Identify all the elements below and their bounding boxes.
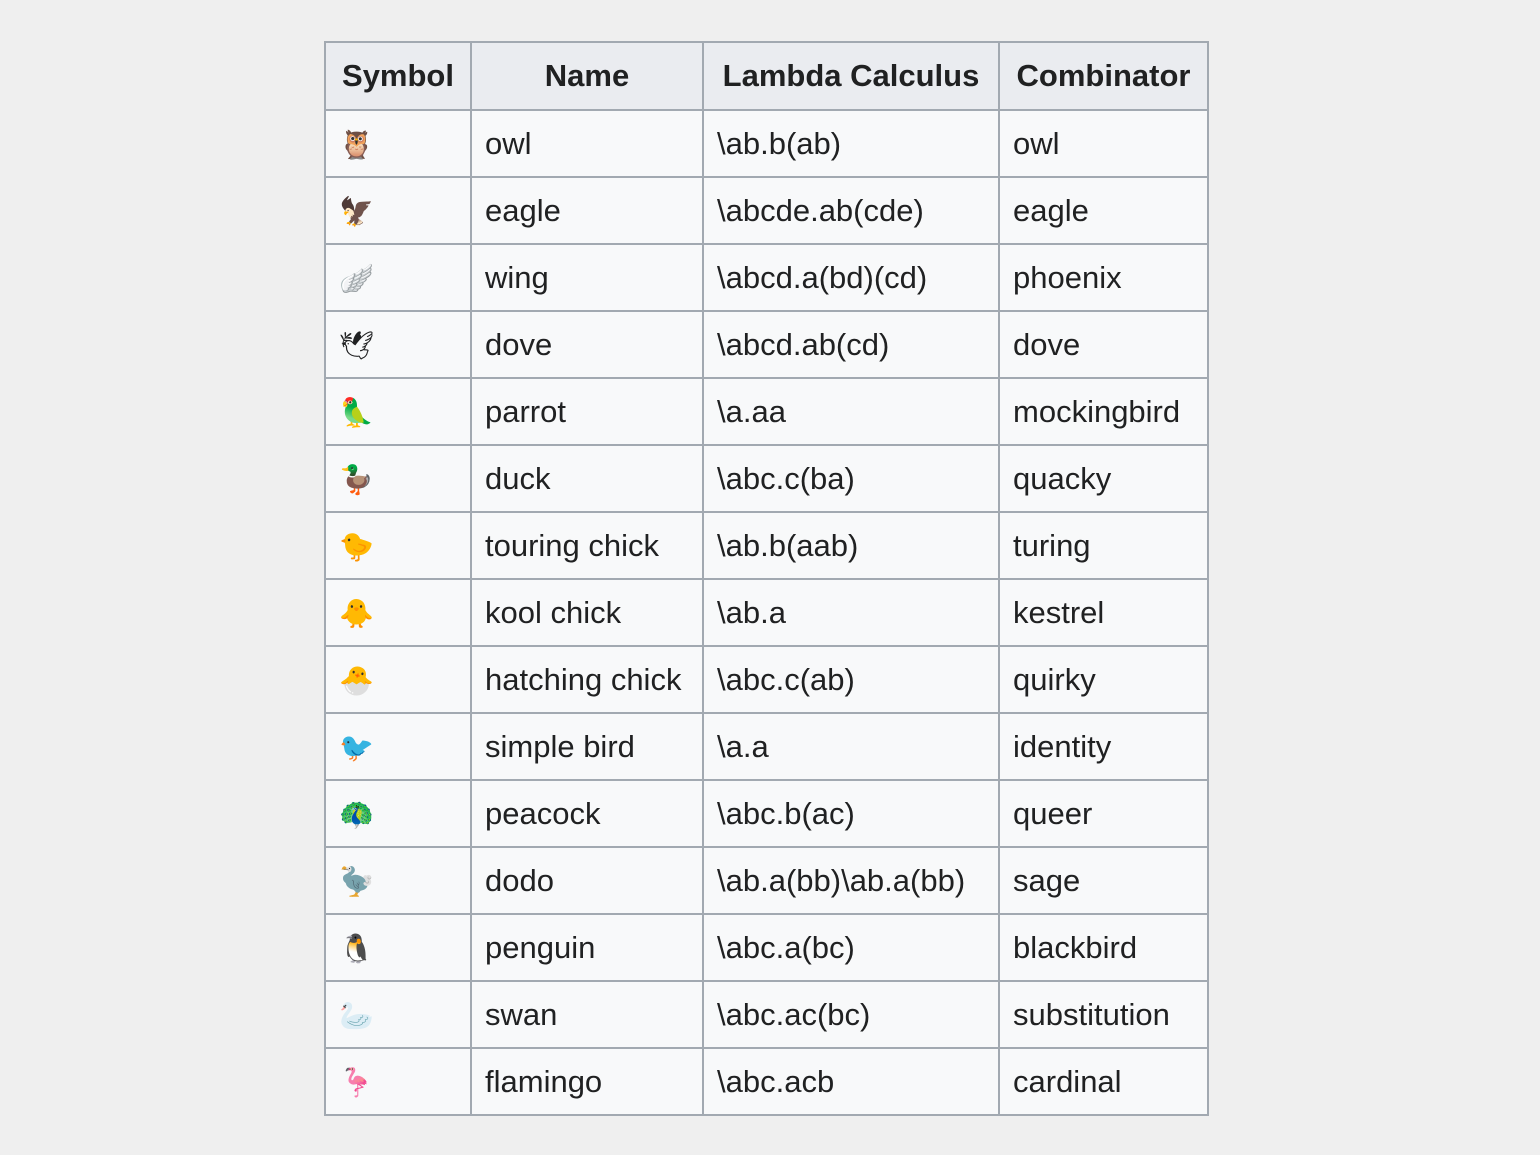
duck-icon: 🦆 <box>339 462 374 496</box>
table-row <box>325 579 1208 646</box>
name-cell: flamingo <box>471 1048 703 1115</box>
chick-icon: 🐥 <box>339 596 374 630</box>
penguin-icon: 🐧 <box>339 931 374 965</box>
table-header <box>325 42 1208 110</box>
table-row <box>325 512 1208 579</box>
peacock-icon: 🦚 <box>339 797 374 831</box>
owl-icon: 🦉 <box>339 127 374 161</box>
combinator-cell: cardinal <box>999 1048 1208 1115</box>
name-cell: peacock <box>471 780 703 847</box>
header-name: Name <box>471 42 703 110</box>
symbol-cell <box>325 177 471 244</box>
symbol-cell <box>325 445 471 512</box>
bird-icon: 🐦 <box>339 730 374 764</box>
name-cell: wing <box>471 244 703 311</box>
symbol-cell <box>325 780 471 847</box>
combinator-birds-table <box>324 41 1209 1116</box>
table-row <box>325 1048 1208 1115</box>
symbol-cell <box>325 311 471 378</box>
hatching-chick-icon: 🐣 <box>339 663 374 697</box>
table-row <box>325 110 1208 177</box>
lambda-cell: \abc.c(ab) <box>703 646 999 713</box>
lambda-cell: \abcd.a(bd)(cd) <box>703 244 999 311</box>
lambda-cell: \abc.acb <box>703 1048 999 1115</box>
flamingo-icon: 🦩 <box>339 1065 374 1099</box>
table-row <box>325 311 1208 378</box>
symbol-cell <box>325 981 471 1048</box>
combinator-cell: phoenix <box>999 244 1208 311</box>
symbol-cell <box>325 244 471 311</box>
dove-icon: 🕊 <box>339 328 375 362</box>
lambda-cell: \ab.b(ab) <box>703 110 999 177</box>
parrot-icon: 🦜 <box>339 395 374 429</box>
wing-icon: 🪽 <box>339 261 374 295</box>
name-cell: owl <box>471 110 703 177</box>
lambda-cell: \ab.b(aab) <box>703 512 999 579</box>
symbol-cell <box>325 579 471 646</box>
lambda-cell: \abc.a(bc) <box>703 914 999 981</box>
lambda-cell: \abc.b(ac) <box>703 780 999 847</box>
lambda-cell: \a.aa <box>703 378 999 445</box>
lambda-cell: \abc.ac(bc) <box>703 981 999 1048</box>
name-cell: eagle <box>471 177 703 244</box>
symbol-cell <box>325 1048 471 1115</box>
header-lambda-calculus: Lambda Calculus <box>703 42 999 110</box>
table-row <box>325 981 1208 1048</box>
swan-icon: 🦢 <box>339 998 374 1032</box>
table-row <box>325 244 1208 311</box>
name-cell: touring chick <box>471 512 703 579</box>
name-cell: dove <box>471 311 703 378</box>
name-cell: dodo <box>471 847 703 914</box>
combinator-cell: queer <box>999 780 1208 847</box>
symbol-cell <box>325 914 471 981</box>
combinator-cell: dove <box>999 311 1208 378</box>
front-facing-chick-icon: 🐤 <box>339 529 374 563</box>
lambda-cell: \abcde.ab(cde) <box>703 177 999 244</box>
table-row <box>325 646 1208 713</box>
combinator-cell: kestrel <box>999 579 1208 646</box>
table-row <box>325 378 1208 445</box>
table-row <box>325 847 1208 914</box>
symbol-cell <box>325 512 471 579</box>
combinator-cell: quacky <box>999 445 1208 512</box>
combinator-cell: mockingbird <box>999 378 1208 445</box>
table-body <box>325 110 1208 1115</box>
header-symbol: Symbol <box>325 42 471 110</box>
combinator-cell: turing <box>999 512 1208 579</box>
combinator-cell: substitution <box>999 981 1208 1048</box>
lambda-cell: \abc.c(ba) <box>703 445 999 512</box>
combinator-cell: blackbird <box>999 914 1208 981</box>
combinator-cell: identity <box>999 713 1208 780</box>
combinator-cell: sage <box>999 847 1208 914</box>
lambda-cell: \ab.a <box>703 579 999 646</box>
name-cell: simple bird <box>471 713 703 780</box>
symbol-cell <box>325 110 471 177</box>
combinator-cell: eagle <box>999 177 1208 244</box>
symbol-cell <box>325 378 471 445</box>
name-cell: penguin <box>471 914 703 981</box>
combinator-cell: quirky <box>999 646 1208 713</box>
name-cell: hatching chick <box>471 646 703 713</box>
name-cell: duck <box>471 445 703 512</box>
symbol-cell <box>325 646 471 713</box>
name-cell: swan <box>471 981 703 1048</box>
name-cell: kool chick <box>471 579 703 646</box>
lambda-cell: \a.a <box>703 713 999 780</box>
header-combinator: Combinator <box>999 42 1208 110</box>
table-row <box>325 780 1208 847</box>
symbol-cell <box>325 847 471 914</box>
table-row <box>325 914 1208 981</box>
eagle-icon: 🦅 <box>339 194 374 228</box>
combinator-birds-table-container <box>324 41 1209 1116</box>
table-row <box>325 713 1208 780</box>
symbol-cell <box>325 713 471 780</box>
lambda-cell: \abcd.ab(cd) <box>703 311 999 378</box>
name-cell: parrot <box>471 378 703 445</box>
lambda-cell: \ab.a(bb)\ab.a(bb) <box>703 847 999 914</box>
table-row <box>325 177 1208 244</box>
table-row <box>325 445 1208 512</box>
dodo-icon: 🦤 <box>339 864 374 898</box>
header-row <box>325 42 1208 110</box>
combinator-cell: owl <box>999 110 1208 177</box>
